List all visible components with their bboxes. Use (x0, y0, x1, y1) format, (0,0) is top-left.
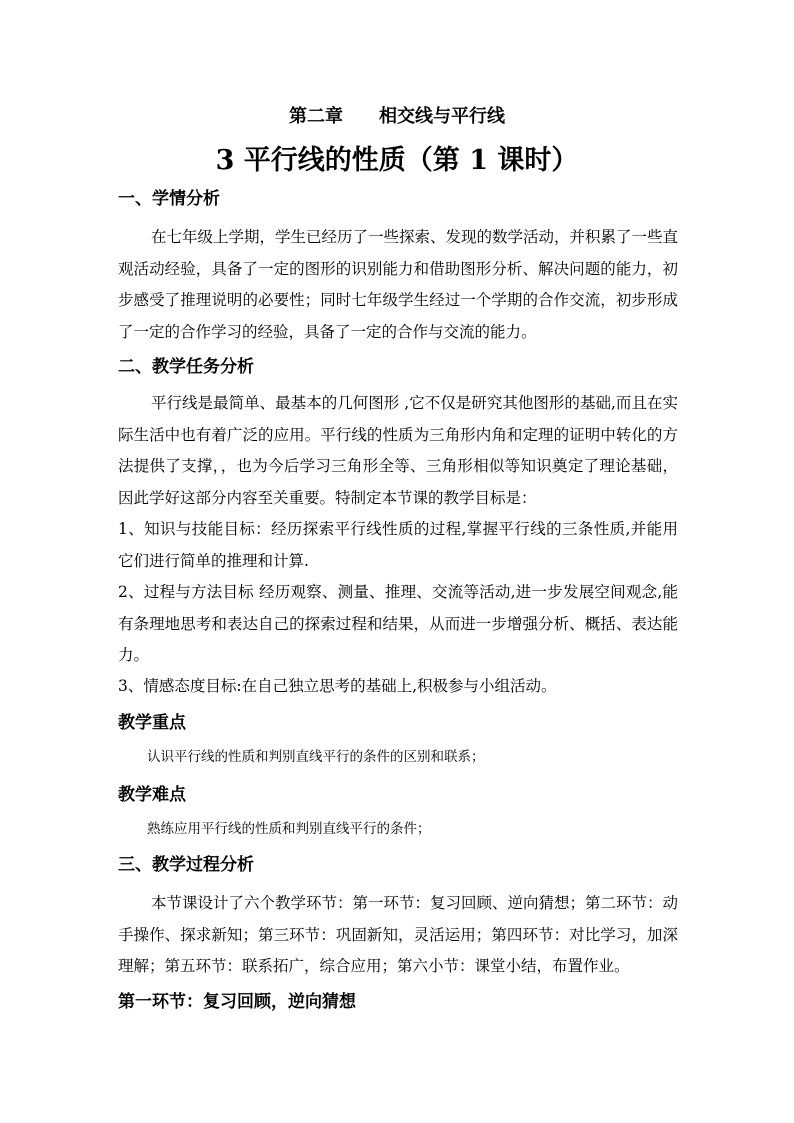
goal-emotion-attitude: 3、情感态度目标:在自己独立思考的基础上,积极参与小组活动。 (118, 677, 557, 695)
process-analysis-paragraph: 本节课设计了六个教学环节：第一环节：复习回顾、逆向猜想；第二环节：动手操作、探求新知；第三环节：巩固新知，灵活运用；第四环节：对比学习，加深理解；第五环节：联系拓广，综合应用；第六小节：课堂小结，布置作业。 (118, 894, 679, 975)
key-point-heading: 教学重点 (118, 713, 186, 733)
difficult-point-heading: 教学难点 (118, 785, 186, 805)
section-heading-process-analysis: 三、教学过程分析 (118, 855, 254, 875)
lesson-title: 3 平行线的性质（第 1 课时） (215, 145, 579, 176)
learning-analysis-paragraph: 在七年级上学期，学生已经历了一些探索、发现的数学活动，并积累了一些直观活动经验，具备了一定的图形的识别能力和借助图形分析、解决问题的能力，初步感受了推理说明的必要性；同时七年级学生经过一个学期的合作交流，初步形成了一定的合作学习的经验，具备了一定的合作与交流的能力。 (118, 228, 679, 341)
difficult-point-text: 熟练应用平行线的性质和判别直线平行的条件； (147, 821, 431, 837)
goal-knowledge-skills: 1、知识与技能目标：经历探索平行线性质的过程,掌握平行线的三条性质,并能用它们进行简单的推理和计算. (118, 520, 678, 570)
key-point-text: 认识平行线的性质和判别直线平行的条件的区别和联系； (147, 749, 485, 765)
task-analysis-paragraph: 平行线是最简单、最基本的几何图形 ,它不仅是研究其他图形的基础,而且在实际生活中也有着广泛的应用。平行线的性质为三角形内角和定理的证明中转化的方法提供了支撑，，也为今后学习三角形全等、三角形相似等知识奠定了理论基础，因此学好这部分内容至关重要。特制定本节课的教学目标是： (118, 394, 678, 507)
chapter-heading: 第二章 相交线与平行线 (289, 106, 505, 127)
section-heading-learning-analysis: 一、学情分析 (118, 189, 220, 209)
goal-process-method: 2、过程与方法目标 经历观察、测量、推理、交流等活动,进一步发展空间观念,能有条理地思考和表达自己的探索过程和结果，从而进一步增强分析、概括、表达能力。 (118, 583, 678, 664)
section-heading-task-analysis: 二、教学任务分析 (118, 357, 254, 377)
step-one-heading: 第一环节：复习回顾，逆向猜想 (118, 992, 356, 1012)
